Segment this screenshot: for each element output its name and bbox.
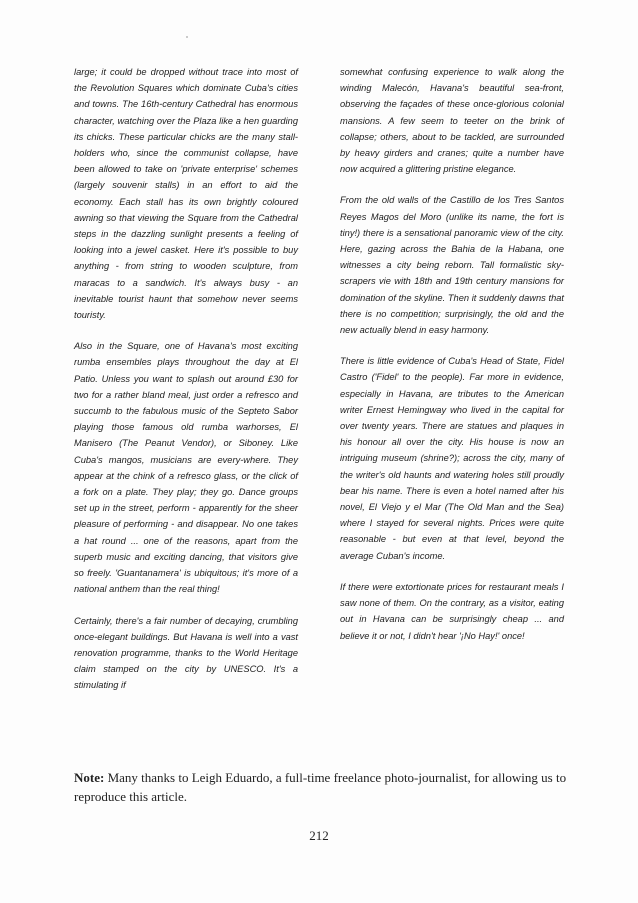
left-paragraph-2: Also in the Square, one of Havana's most exciting rumba ensembles plays throughout the day at El Patio. Unless you want to splash out around £30 for two for a rather bland meal, just order a refresco and succumb to the fabulous music of the Septeto Sabor playing those famous old rumba warhorses, El Manisero (The Peanut Vendor), or Siboney. Like Cuba's mangos, musicians are every-where. They appear at the chink of a refresco glass, or the click of a fork on a plate. They play; they go. Dance groups set up in the street, perform - apparently for the sheer pleasure of performing - and disappear. No one takes a hat round ... one of the reasons, apart from the superb music and exciting dancing, that visitors give so freely. 'Guantanamera' is ubiquitous; it's more of a national anthem than the real thing!	[74, 341, 298, 595]
left-column	[74, 64, 298, 709]
right-paragraph-4: If there were extortionate prices for restaurant meals I saw none of them. On the contrary, as a visitor, eating out in Havana can be surprisingly cheap ... and believe it or not, I didn't hear '¡No Hay!' once!	[340, 581, 564, 641]
left-paragraph-1: large; it could be dropped without trace into most of the Revolution Squares which dominate Cuba's cities and towns. The 16th-century Cathedral has enormous character, watching over the Plaza like a hen guarding its chicks. These particular chicks are the many stall-holders who, since the communist collapse, have been allowed to take on 'private enterprise' schemes (largely souvenir stalls) in an effort to aid the economy. Each stall has its own brightly coloured awning so that viewing the Square from the Cathedral steps in the dazzling sunlight presents a feeling of looking into a jewel casket. Here it's possible to buy anything - from string to wooden sculpture, from maracas to a sandwich. It's always busy - an inevitable tourist haunt that somehow never seems touristy.	[74, 67, 298, 321]
note-text: Many thanks to Leigh Eduardo, a full-time freelance photo-journalist, for allowing us to reproduce this article.	[74, 770, 567, 804]
right-paragraph-3: There is little evidence of Cuba's Head of State, Fidel Castro ('Fidel' to the people). Far more in evidence, especially in Havana, are tributes to the American writer Ernest Hemingway who lived in the capital for over twenty years. There are statues and plaques in his honour all over the city. His house is now an intriguing museum (shrine?); across the city, many of the writer's old haunts and watering holes still proudly bear his name. There is even a hotel named after his novel, El Viejo y el Mar (The Old Man and the Sea) where I stayed for several nights. Prices were quite reasonable - but even at that level, beyond the average Cuban's income.	[340, 356, 564, 561]
right-paragraph-1: somewhat confusing experience to walk along the winding Malecón, Havana's beautiful sea-front, observing the façades of these once-glorious colonial mansions. A few seem to teeter on the brink of collapse; others, about to be tackled, are surrounded by heavy girders and cranes; quite a number have now acquired a glittering pristine elegance.	[340, 67, 564, 175]
scan-speck	[186, 36, 188, 38]
right-column	[340, 64, 564, 659]
acknowledgement-note	[74, 769, 574, 806]
right-paragraph-2: From the old walls of the Castillo de los Tres Santos Reyes Magos del Moro (unlike its name, the fort is tiny!) there is a sensational panoramic view of the city. Here, gazing across the Bahia de la Habana, one witnesses a city being reborn. Tall formalistic sky-scrapers vie with 18th and 19th century mansions for domination of the skyline. Then it suddenly dawns that there is no competition; surprisingly, the old and the new actually blend in easy harmony.	[340, 195, 564, 336]
note-label: Note:	[74, 770, 105, 785]
page-number: 212	[309, 828, 329, 843]
left-paragraph-3: Certainly, there's a fair number of decaying, crumbling once-elegant buildings. But Havana is well into a vast renovation programme, thanks to the World Heritage claim stamped on the city by UNESCO. It's a stimulating if	[74, 615, 298, 691]
